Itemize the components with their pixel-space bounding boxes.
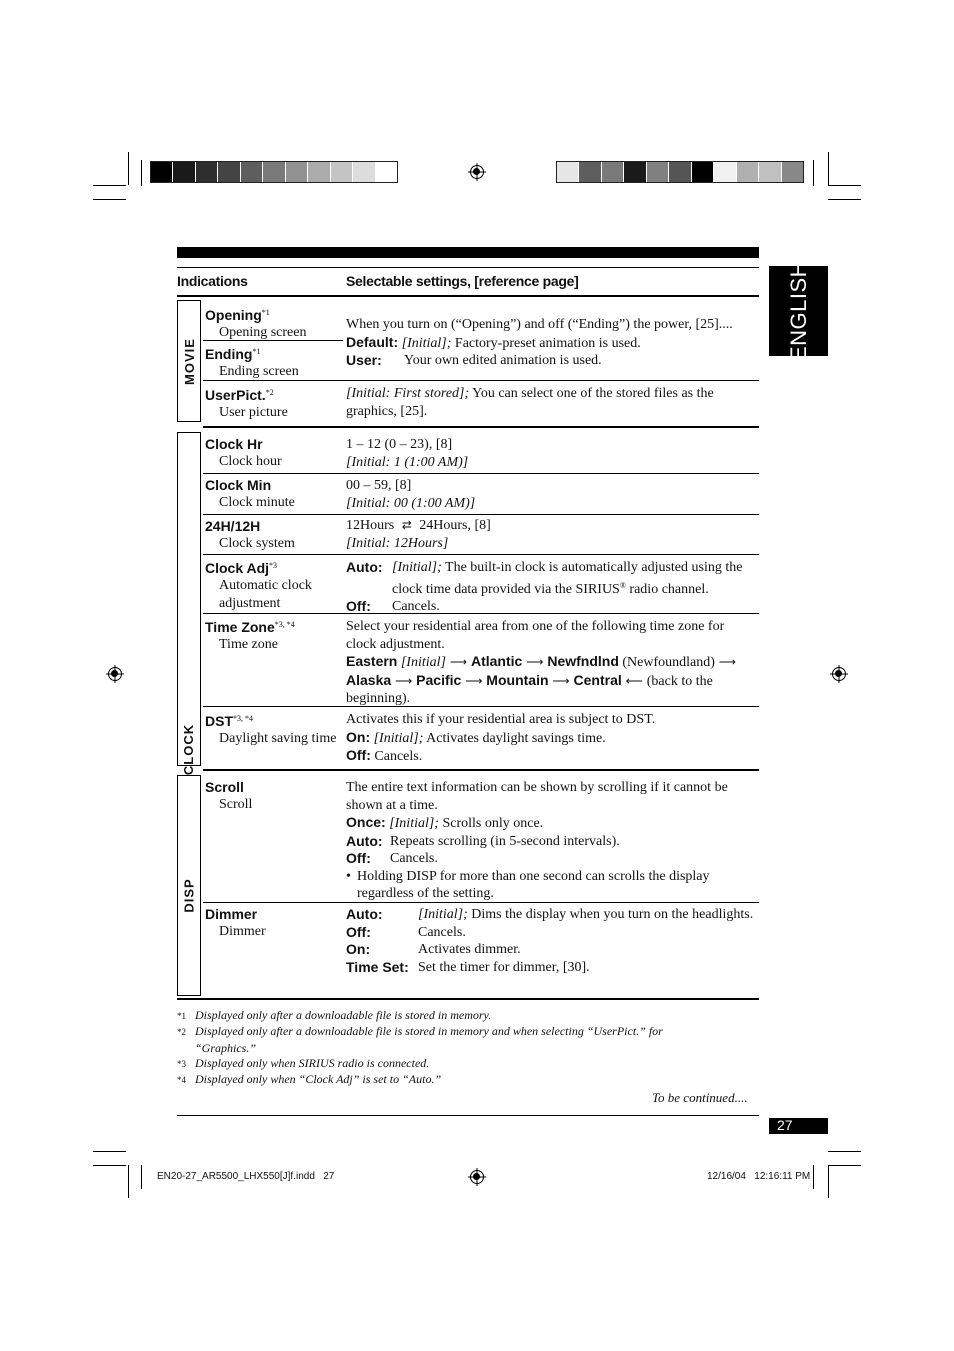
arrow-right-icon: ⟶ xyxy=(526,655,544,669)
color-bar-right xyxy=(556,161,804,183)
color-swatch xyxy=(714,162,736,182)
setting-clock-adj: Auto: [Initial]; The built-in clock is automatically adjusted using the clock time data provided via the SIRIUS® radio channel. Off: Cancels. xyxy=(346,559,743,614)
indication-clock-hr: Clock Hr Clock hour xyxy=(205,436,282,469)
column-header-indications: Indications xyxy=(177,273,248,289)
color-swatch xyxy=(263,162,285,182)
toggle-arrows-icon: ⇄ xyxy=(401,518,412,532)
indication-scroll: Scroll Scroll xyxy=(205,779,253,812)
arrow-back-icon: ⟵ xyxy=(625,673,643,688)
indication-userpict: UserPict.$^{*2}$ User picture xyxy=(205,387,288,420)
divider xyxy=(203,514,759,515)
footnote: *4 Displayed only when “Clock Adj” is set to “Auto.” xyxy=(177,1072,442,1086)
indication-dst: $DST^{*3, *4}$ Daylight saving time xyxy=(205,713,337,746)
language-tab-label: ENGLISH xyxy=(785,260,811,362)
divider xyxy=(203,473,759,474)
indication-opening: Opening$^{*1}$ Opening screen xyxy=(205,307,307,340)
setting-userpict: [Initial: First stored]; You can select one of the stored files as the graphics, [25]. xyxy=(346,386,714,419)
color-swatch xyxy=(173,162,195,182)
group-label-disp: DISP xyxy=(181,878,197,913)
color-swatch xyxy=(737,162,759,182)
divider xyxy=(203,426,759,428)
color-swatch xyxy=(624,162,646,182)
indication-clock-adj: Clock Adj$^{*3}$ Automatic clock adjustment xyxy=(205,560,312,611)
continued-note: To be continued.... xyxy=(652,1090,748,1105)
color-swatch xyxy=(286,162,308,182)
page-number-tab xyxy=(769,1118,828,1134)
indication-time-zone: Time Zone$^{*3, *4}$ Time zone xyxy=(205,619,295,652)
setting-time-zone: Select your residential area from one of the following time zone for clock adjustment. Eastern [Initial] ⟶ Atlantic ⟶ Newfndlnd (Newfoundland) ⟶ Alaska ⟶ Pacific ⟶ Mountain ⟶ Central ⟵ (back to the beginning). xyxy=(346,619,736,706)
column-header-settings: Selectable settings, [reference page] xyxy=(346,273,579,289)
arrow-right-icon: ⟶ xyxy=(718,655,736,669)
language-tab xyxy=(769,260,828,362)
color-swatch xyxy=(782,162,803,182)
footnote: *3 Displayed only when SIRIUS radio is connected. xyxy=(177,1056,430,1070)
arrow-right-icon: ⟶ xyxy=(465,673,483,688)
color-swatch xyxy=(579,162,601,182)
arrow-right-icon: ⟶ xyxy=(552,673,570,688)
setting-24h-12h: 12Hours ⇄ 24Hours, [8] [Initial: 12Hours] xyxy=(346,518,491,551)
color-swatch xyxy=(647,162,669,182)
indication-ending: Ending$^{*1}$ Ending screen xyxy=(205,346,299,379)
color-swatch xyxy=(692,162,714,182)
indication-dimmer: Dimmer Dimmer xyxy=(205,906,266,939)
color-swatch xyxy=(376,162,397,182)
indication-clock-min: Clock Min Clock minute xyxy=(205,477,295,510)
registration-mark-icon xyxy=(832,667,846,681)
color-bar-left xyxy=(150,161,398,183)
setting-movie: When you turn on (“Opening”) and off (“Ending”) the power, [25].... Default: [Initial]; Factory-preset animation is used. User: Your own edited animation is used. xyxy=(346,317,733,368)
color-swatch xyxy=(196,162,218,182)
divider xyxy=(177,998,759,1000)
setting-dst: Activates this if your residential area is subject to DST. On: [Initial]; Activates daylight savings time. Off: Cancels. xyxy=(346,712,656,764)
registration-mark-icon xyxy=(108,667,122,681)
divider xyxy=(203,554,759,555)
registration-mark-icon xyxy=(470,165,484,179)
footnote: *2 Displayed only after a downloadable file is stored in memory and when selecting “UserPict.” for “Graphics.” xyxy=(177,1024,663,1055)
color-swatch xyxy=(602,162,624,182)
color-swatch xyxy=(218,162,240,182)
header-bar xyxy=(177,247,759,258)
indication-24h-12h: 24H/12H Clock system xyxy=(205,518,295,551)
color-swatch xyxy=(241,162,263,182)
setting-clock-min: 00 – 59, [8] [Initial: 00 (1:00 AM)] xyxy=(346,478,476,511)
color-swatch xyxy=(308,162,330,182)
color-swatch xyxy=(669,162,691,182)
file-info: EN20-27_AR5500_LHX550[J]f.indd 27 xyxy=(157,1171,335,1182)
page-number: 27 xyxy=(777,1117,793,1133)
arrow-right-icon: ⟶ xyxy=(449,655,468,669)
divider xyxy=(177,267,759,268)
setting-dimmer: Auto: [Initial]; Dims the display when you turn on the headlights. Off: Cancels. On: Activates dimmer. Time Set: Set the timer for dimmer, [30]. xyxy=(346,906,754,975)
setting-scroll: The entire text information can be shown by scrolling if it cannot be shown at a time. Once: [Initial]; Scrolls only once. Auto: Repeats scrolling (in 5-second intervals). Off: Cancels. • Holding DISP for more than one second can scrolls the display regardless of the setting. xyxy=(346,780,728,901)
arrow-right-icon: ⟶ xyxy=(395,673,413,688)
group-label-movie: MOVIE xyxy=(181,337,197,385)
footnote: *1 Displayed only after a downloadable file is stored in memory. xyxy=(177,1008,492,1022)
color-swatch xyxy=(557,162,579,182)
divider xyxy=(177,295,759,297)
setting-clock-hr: 1 – 12 (0 – 23), [8] [Initial: 1 (1:00 AM)] xyxy=(346,437,469,470)
color-swatch xyxy=(759,162,781,182)
registration-mark-icon xyxy=(470,1170,484,1184)
color-swatch xyxy=(151,162,173,182)
divider xyxy=(177,1115,759,1116)
color-swatch xyxy=(331,162,353,182)
group-label-clock: CLOCK xyxy=(181,723,197,775)
timestamp: 12/16/04 12:16:11 PM xyxy=(707,1171,811,1182)
color-swatch xyxy=(353,162,375,182)
divider xyxy=(203,769,759,771)
